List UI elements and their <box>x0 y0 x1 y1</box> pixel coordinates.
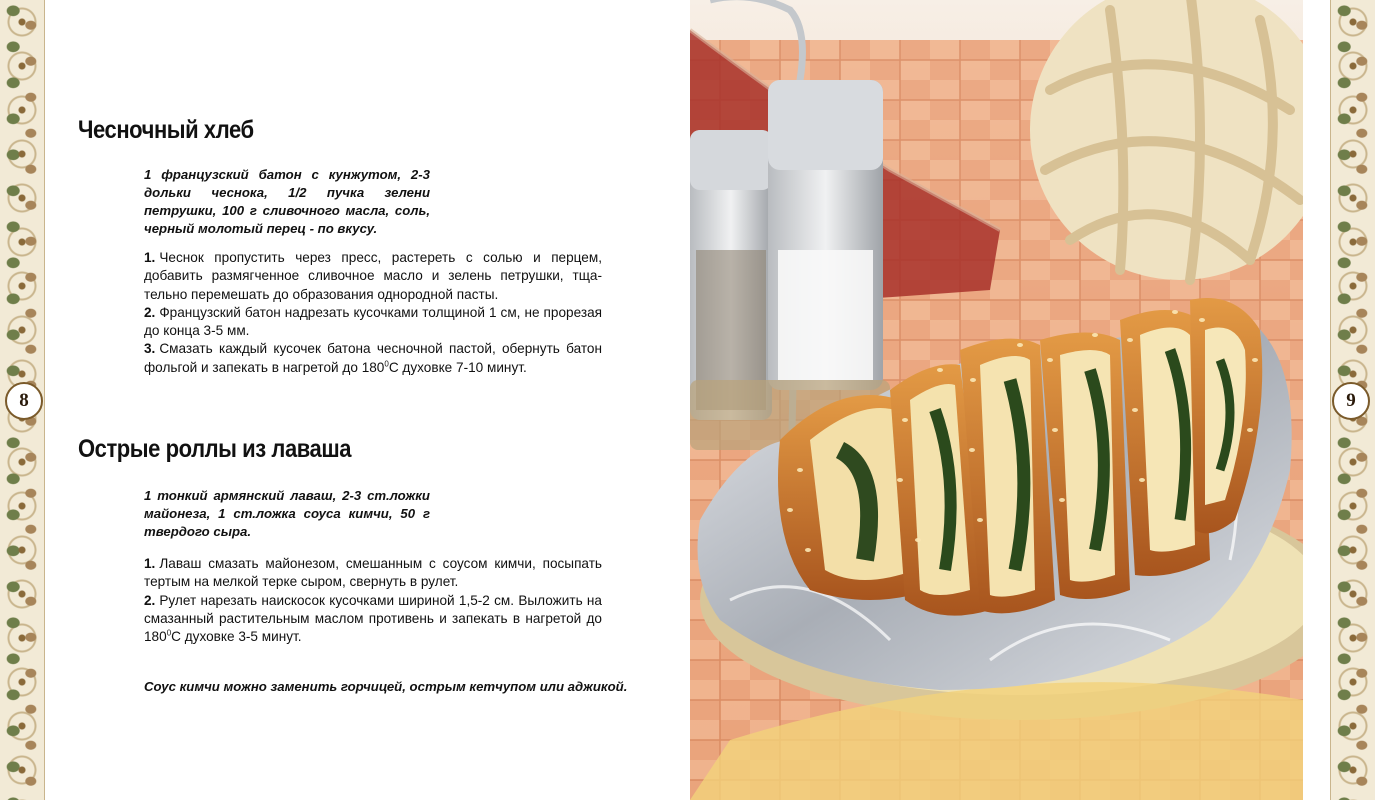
recipe-ingredients-garlic-bread: 1 французский батон с кунжутом, 2-3 дольки чеснока, 1/2 пучка зелени петрушки, 100 г сливочного масла, соль, черный молотый перец - по вкусу. <box>144 167 430 236</box>
recipe-title-garlic-bread: Чесночный хлеб <box>78 116 254 144</box>
step-text-tail: С духовке 3-5 минут. <box>171 629 302 645</box>
page-number-right: 9 <box>1332 382 1370 420</box>
step-text: Чеснок пропустить через пресс, растереть с солью и перцем, добавить размягченное сливочное масло и зелень петрушки, тщательно перемешать до образования однородной пасты. <box>144 250 602 302</box>
recipe-steps-garlic-bread <box>144 249 602 377</box>
recipe-title-lavash-rolls: Острые роллы из лаваша <box>78 435 352 463</box>
recipe-note: Соус кимчи можно заменить горчицей, острым кетчупом или аджикой. <box>144 679 628 694</box>
recipe-step <box>144 340 602 377</box>
step-text: Рулет нарезать наискосок кусочками шириной 1,5-2 см. Выложить на смазанный растительным маслом противень и запекать в нагретой до 180 <box>144 592 602 645</box>
recipe-ingredients-lavash-rolls: 1 тонкий армянский лаваш, 2-3 ст.ложки майонеза, 1 ст.ложка соуса кимчи, 50 г твердого сыра. <box>144 488 430 539</box>
recipe-step <box>144 249 602 304</box>
recipe-step <box>144 555 602 592</box>
page-number-left: 8 <box>5 382 43 420</box>
step-text: Смазать каждый кусочек батона чесночной пастой, обернуть батон фольгой и запекать в нагретой до 180 <box>144 341 602 375</box>
recipe-steps-lavash-rolls <box>144 555 602 646</box>
step-text: Лаваш смазать майонезом, смешанным с соусом кимчи, посыпать тертым на мелкой терке сыром, свернуть в рулет. <box>144 556 602 590</box>
step-number: 2. <box>144 304 156 320</box>
step-number: 3. <box>144 341 156 357</box>
degree-superscript: 0 <box>166 628 172 638</box>
wicker-ball <box>1030 0 1303 280</box>
step-text: Французский батон надрезать кусочками толщиной 1 см, не прорезая до конца 3-5 мм. <box>144 304 602 339</box>
step-number: 1. <box>144 556 156 571</box>
step-text-tail: С духовке 7-10 минут. <box>388 359 527 375</box>
recipe-step <box>144 592 602 647</box>
recipe-step <box>144 304 602 341</box>
step-number: 2. <box>144 592 156 608</box>
step-number: 1. <box>144 250 156 265</box>
degree-superscript: 0 <box>384 359 389 369</box>
garlic-bread-photo <box>690 0 1303 800</box>
